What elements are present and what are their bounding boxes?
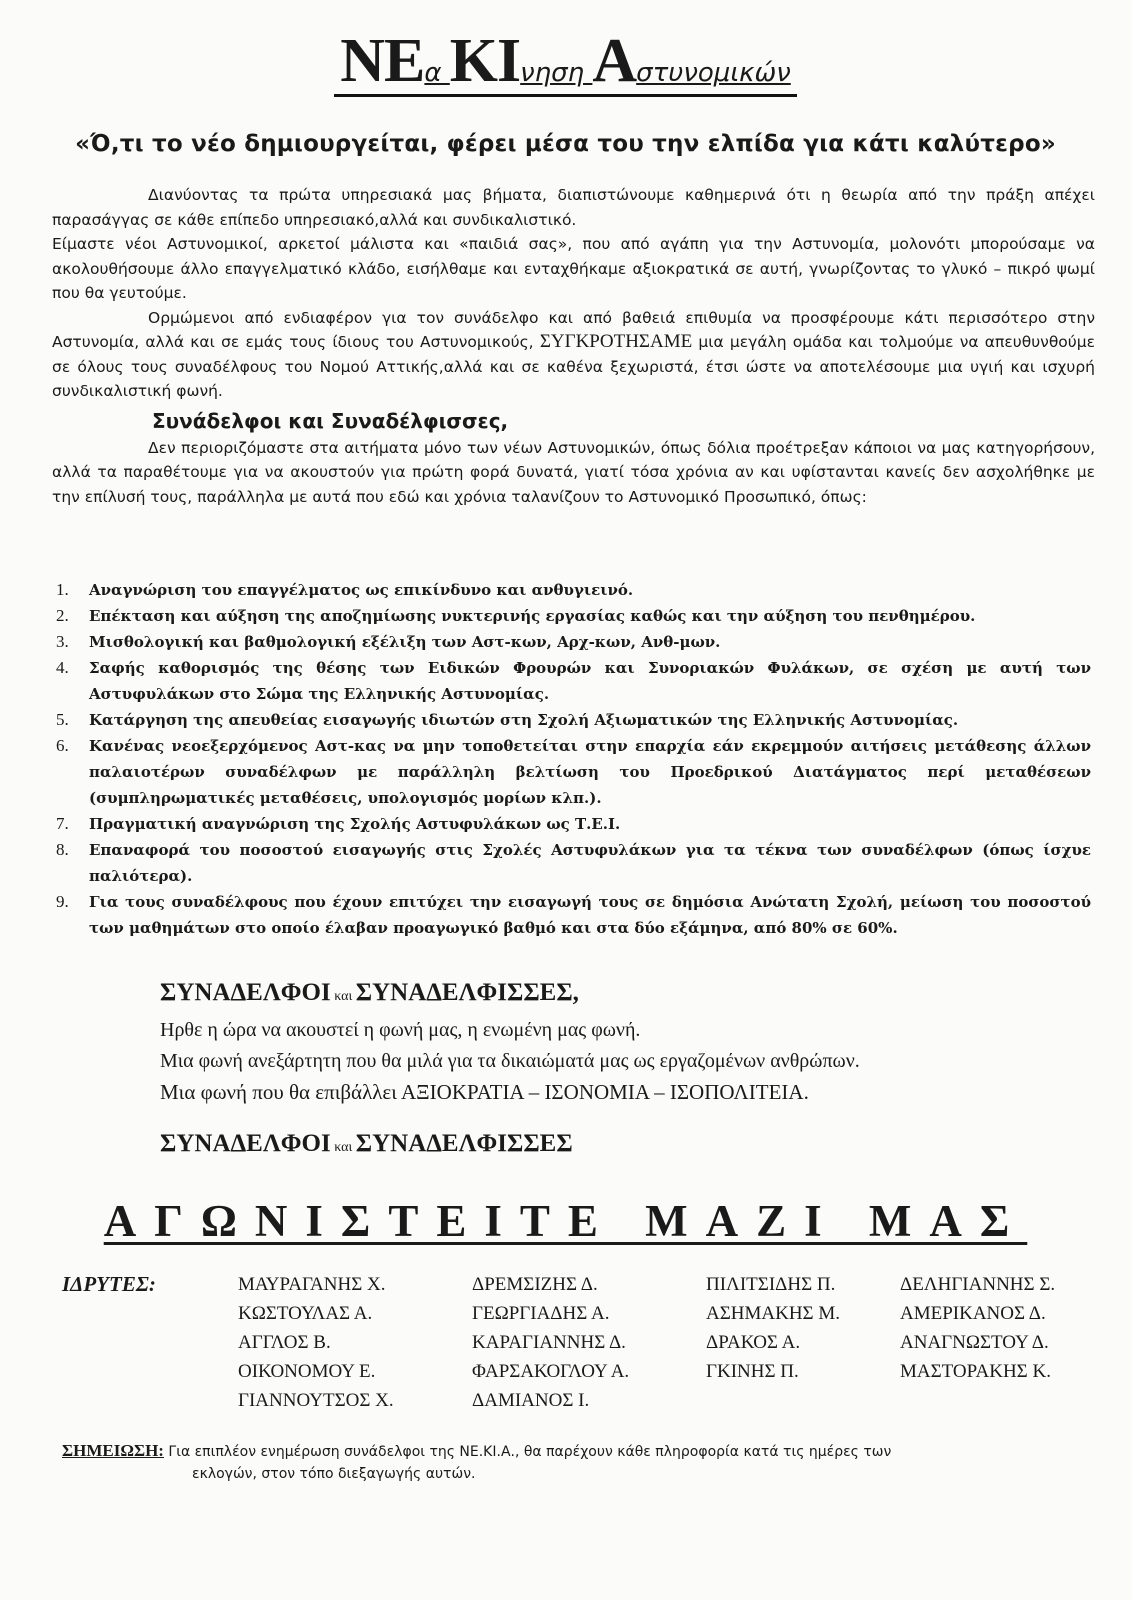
motto: «Ό,τι το νέο δημιουργείται, φέρει μέσα του την ελπίδα για κάτι καλύτερο»	[75, 131, 1056, 157]
list-item-text: Σαφής καθορισμός της θέσης των Ειδικών Φρουρών και Συνοριακών Φυλάκων, σε σχέση με αυτή των Αστυφυλάκων στο Σώμα της Ελληνικής Αστυνομίας.	[89, 659, 1091, 703]
list-item	[52, 837, 1091, 889]
fight-slogan: ΑΓΩΝΙΣΤΕΙΤΕ ΜΑΖΙ ΜΑΣ	[103, 1196, 1028, 1246]
founder-name: ΦΑΡΣΑΚΟΓΛΟΥ Α.	[472, 1361, 630, 1382]
founder-name: ΔΕΛΗΓΙΑΝΝΗΣ Σ.	[900, 1274, 1056, 1295]
founder-name: ΚΑΡΑΓΙΑΝΝΗΣ Δ.	[472, 1332, 626, 1353]
colleagues-line-3: Μια φωνή που θα επιβάλλει ΑΞΙΟΚΡΑΤΙΑ – ΙΣΟΝΟΜΙΑ – ΙΣΟΠΟΛΙΤΕΙΑ.	[160, 1080, 809, 1104]
list-item-text: Κατάργηση της απευθείας εισαγωγής ιδιωτών στη Σχολή Αξιωματικών της Ελληνικής Αστυνομίας.	[89, 711, 959, 729]
title-part1-big: ΝΕ	[340, 27, 425, 95]
paragraph-3-part-b: μια μεγάλη ομάδα και τολμούμε να απευθυνθούμε σε όλους τους συναδέλφους του Νομού Αττικής,αλλά και σε καθένα ξεχωριστά, έτσι ώστε να αποτελέσουμε μια υγιή και ισχυρή συνδικαλιστική φωνή.	[52, 333, 1095, 400]
list-item-number: 7.	[56, 814, 69, 833]
list-item-number: 5.	[56, 710, 69, 729]
paragraph-2: Είμαστε νέοι Αστυνομικοί, αρκετοί μάλιστα και «παιδιά σας», που από αγάπη για την Αστυνομία, μολονότι μπορούσαμε να ακολουθήσουμε άλλο επαγγελματικό κλάδο, εισήλθαμε και ενταχθήκαμε αξιοκρατικά σε αυτή, γνωρίζοντας το γλυκό – πικρό ψωμί που θα γευτούμε.	[52, 235, 1095, 302]
title-part3-big: Α	[592, 27, 637, 95]
list-item	[52, 603, 1091, 629]
title-part1-small: α	[424, 58, 450, 88]
list-item-number: 4.	[56, 658, 69, 677]
founder-name: ΓΚΙΝΗΣ Π.	[706, 1361, 799, 1382]
list-item	[52, 733, 1091, 811]
list-item	[52, 889, 1091, 941]
list-item-text: Επαναφορά του ποσοστού εισαγωγής στις Σχολές Αστυφυλάκων για τα τέκνα των συναδέλφων (όπως ίσχυε παλιότερα).	[89, 841, 1091, 885]
list-item-number: 6.	[56, 736, 69, 755]
salutation: Συνάδελφοι και Συναδέλφισσες,	[152, 408, 509, 433]
colleagues2-heading-b: ΣΥΝΑΔΕΛΦΙΣΣΕΣ	[355, 1130, 573, 1157]
founder-name: ΓΙΑΝΝΟΥΤΣΟΣ Χ.	[238, 1390, 394, 1411]
founders-column-2	[472, 1270, 629, 1415]
colleagues2-heading-kai: και	[330, 1140, 356, 1155]
list-item	[52, 707, 1091, 733]
colleagues-heading-b: ΣΥΝΑΔΕΛΦΙΣΣΕΣ,	[355, 979, 579, 1006]
title-part3-small: στυνομικών	[636, 58, 791, 88]
colleagues-line-2: Μια φωνή ανεξάρτητη που θα μιλά για τα δικαιώματά μας ως εργαζομένων ανθρώπων.	[160, 1050, 860, 1072]
list-item	[52, 655, 1091, 707]
list-item	[52, 629, 1091, 655]
founder-name: ΓΕΩΡΓΙΑΔΗΣ Α.	[472, 1303, 610, 1324]
list-item-text: Μισθολογική και βαθμολογική εξέλιξη των Αστ-κων, Αρχ-κων, Ανθ-μων.	[89, 633, 721, 651]
list-item-text: Αναγνώριση του επαγγέλματος ως επικίνδυνο και ανθυγιεινό.	[89, 581, 634, 599]
list-item-text: Πραγματική αναγνώριση της Σχολής Αστυφυλάκων ως Τ.Ε.Ι.	[89, 815, 621, 833]
intro-body	[52, 183, 1095, 509]
title-part2-small: νηση	[520, 58, 593, 88]
colleagues-section	[160, 975, 1071, 1108]
founder-name: ΔΡΕΜΣΙΖΗΣ Δ.	[472, 1274, 598, 1295]
founders-column-3	[706, 1270, 840, 1386]
founder-name: ΜΑΥΡΑΓΑΝΗΣ Χ.	[238, 1274, 386, 1295]
note-text-2: εκλογών, στον τόπο διεξαγωγής αυτών.	[192, 1466, 476, 1482]
paragraph-3	[52, 306, 1095, 404]
colleagues2-heading-a: ΣΥΝΑΔΕΛΦΟΙ	[160, 1130, 331, 1157]
list-item-number: 9.	[56, 892, 69, 911]
founder-name: ΑΝΑΓΝΩΣΤΟΥ Δ.	[900, 1332, 1049, 1353]
title-part2-big: ΚΙ	[449, 27, 521, 95]
demands-list	[52, 577, 1091, 941]
colleagues-heading	[160, 975, 1071, 1015]
founder-name: ΑΓΓΛΟΣ Β.	[238, 1332, 331, 1353]
paragraph-4: Δεν περιοριζόμαστε στα αιτήματα μόνο των νέων Αστυνομικών, όπως δόλια προέτρεξαν κάποιοι να μας κατηγορήσουν, αλλά τα παραθέτουμε για να ακουστούν για πρώτη φορά δυνατά, γιατί τόσα χρόνια αν και υφίστανται κανείς δεν ασχολήθηκε με την επίλυσή τους, παράλληλα με αυτά που εδώ και χρόνια ταλανίζουν το Αστυνομικό Προσωπικό, όπως:	[52, 438, 1095, 506]
note-line-1	[62, 1440, 1093, 1463]
note	[62, 1440, 1093, 1485]
document-title	[0, 27, 1131, 97]
list-item	[52, 577, 1091, 603]
founder-name: ΟΙΚΟΝΟΜΟΥ Ε.	[238, 1361, 376, 1382]
list-item-number: 8.	[56, 840, 69, 859]
paragraph-3-caps: ΣΥΓΚΡΟΤΗΣΑΜΕ	[539, 331, 693, 352]
colleagues-line-1: Ηρθε η ώρα να ακουστεί η φωνή μας, η ενωμένη μας φωνή.	[160, 1019, 641, 1041]
note-text-1: Για επιπλέον ενημέρωση συνάδελφοι της ΝΕ.ΚΙ.Α., θα παρέχουν κάθε πληροφορία κατά τις ημέρες των	[163, 1444, 892, 1460]
list-item-number: 2.	[56, 606, 69, 625]
list-item-number: 1.	[56, 580, 69, 599]
founders-label: ΙΔΡΥΤΕΣ:	[62, 1272, 156, 1296]
founders-column-1	[238, 1270, 394, 1415]
founder-name: ΔΡΑΚΟΣ Α.	[706, 1332, 801, 1353]
note-label: ΣΗΜΕΙΩΣΗ:	[62, 1441, 164, 1460]
list-item-text: Για τους συναδέλφους που έχουν επιτύχει την εισαγωγή τους σε δημόσια Ανώτατη Σχολή, μείωση του ποσοστού των μαθημάτων στο οποίο έλαβαν προαγωγικό βαθμό και στα δύο εξάμηνα, από 80% σε 60%.	[89, 893, 1091, 937]
colleagues-heading-kai: και	[330, 989, 356, 1004]
founder-name: ΜΑΣΤΟΡΑΚΗΣ Κ.	[900, 1361, 1051, 1382]
colleagues-heading-2	[160, 1130, 573, 1158]
paragraph-3-part-a: Ορμώμενοι από ενδιαφέρον για τον συνάδελφο και από βαθειά επιθυμία να προσφέρουμε κάτι περισσότερο στην Αστυνομία, αλλά και σε εμάς τους ίδιους του Αστυνομικούς,	[52, 308, 1095, 351]
title-underline	[334, 27, 797, 97]
founder-name: ΑΣΗΜΑΚΗΣ Μ.	[706, 1303, 841, 1324]
list-item	[52, 811, 1091, 837]
founder-name: ΔΑΜΙΑΝΟΣ Ι.	[472, 1390, 590, 1411]
list-item-text: Κανένας νεοεξερχόμενος Αστ-κας να μην τοποθετείται στην επαρχία εάν εκρεμμούν αιτήσεις μετάθεσης άλλων παλαιοτέρων συναδέλφων με παράλληλη βελτίωση του Προεδρικού Διατάγματος περί μεταθέσεων (συμπληρωματικές μεταθέσεις, υπολογισμός μορίων κλπ.).	[89, 737, 1091, 807]
list-item-number: 3.	[56, 632, 69, 651]
colleagues-heading-a: ΣΥΝΑΔΕΛΦΟΙ	[160, 979, 331, 1006]
founder-name: ΚΩΣΤΟΥΛΑΣ Α.	[238, 1303, 373, 1324]
list-item-text: Επέκταση και αύξηση της αποζημίωσης νυκτερινής εργασίας καθώς και την αύξηση του πενθημέρου.	[89, 607, 976, 625]
founders-column-4	[900, 1270, 1055, 1386]
founder-name: ΑΜΕΡΙΚΑΝΟΣ Δ.	[900, 1303, 1046, 1324]
founder-name: ΠΙΛΙΤΣΙΔΗΣ Π.	[706, 1274, 836, 1295]
paragraph-1: Διανύοντας τα πρώτα υπηρεσιακά μας βήματα, διαπιστώνουμε καθημερινά ότι η θεωρία από την πράξη απέχει παρασάγγας σε κάθε επίπεδο υπηρεσιακό,αλλά και συνδικαλιστικό.	[52, 186, 1095, 229]
